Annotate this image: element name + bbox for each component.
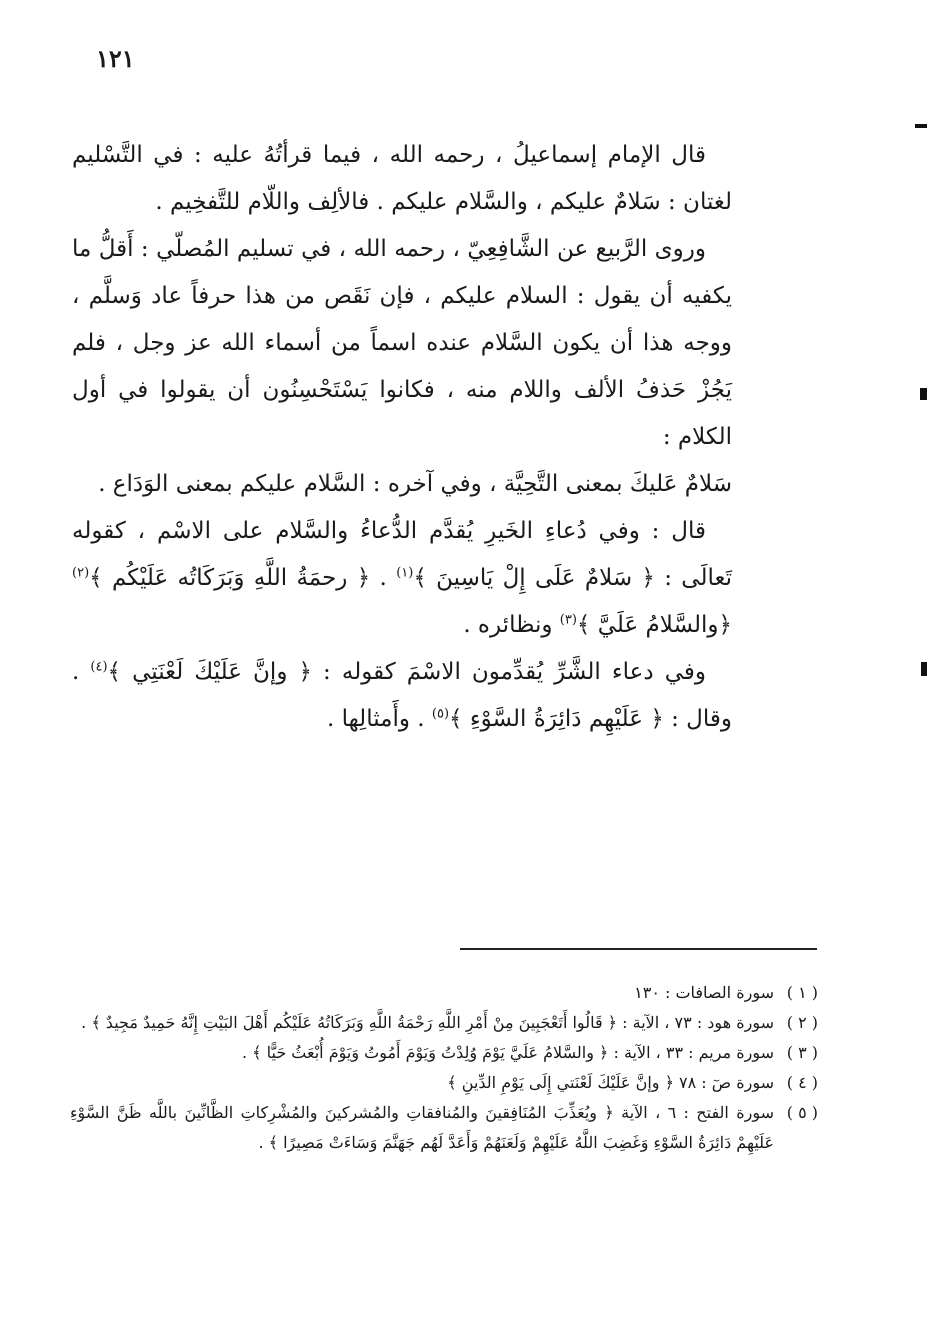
paragraph-dua-sharr-text-3: . وأَمثالِها . [326, 706, 432, 732]
footnote-text: سورة الصافات : ١٣٠ [634, 983, 774, 1002]
footnote-ref-2: (٢) [72, 565, 90, 581]
paragraph-dua-khayr-text-3: ﴿والسَّلامُ عَلَيَّ ﴾ [576, 612, 732, 638]
footnote-ref-5: (٥) [431, 706, 450, 722]
footnote-text: سورة هود : ٧٣ ، الآية : ﴿ قَالُوا أَتَعْجَبِينَ مِنْ أَمْرِ اللَّهِ رَحْمَةُ اللَّهِ وَبَرَكَاتُهُ عَلَيْكُم أَهْلَ البَيْتِ إِنَّهُ حَمِيدٌ مَجِيدٌ ﴾ . [81, 1013, 774, 1032]
footnote-ref-1: (١) [396, 565, 414, 581]
footnote-ref-3: (٣) [559, 612, 577, 628]
paragraph-dua-sharr [72, 649, 732, 743]
paragraph-dua-khayr-text-2: . ﴿ رحمَةُ اللَّهِ وَبَرَكَاتُه عَلَيْكُم ﴾ [89, 565, 397, 591]
footnote-number: ( ١ ) [786, 983, 818, 1002]
paragraph-dua-sharr-text-1: وفي دعاء الشَّرِّ يُقدِّمون الاسْمَ كقوله : ﴿ وإنَّ عَلَيْكَ لَعْنَتِي ﴾ [107, 659, 706, 685]
paragraph-greeting-farewell: سَلامٌ عَليكَ بمعنى التَّحِيَّة ، وفي آخره : السَّلام عليكم بمعنى الوَدَاع . [98, 471, 732, 497]
scan-edge-mark-top [915, 124, 927, 128]
page-number: ١٢١ [96, 44, 135, 73]
footnote-text: سورة صٓ : ٧٨ ﴿ وإنَّ عَلَيْكَ لَعْنَتي إِلَى يَوْمِ الدِّينِ ﴾ [447, 1073, 774, 1092]
footnote-ref-4: (٤) [90, 659, 108, 675]
footnote-text: سورة مريم : ٣٣ ، الآية : ﴿ والسَّلامُ عَلَيَّ يَوْمَ وُلِدْتُ وَيَوْمَ أَمُوتُ وَيَوْمَ أُبْعَثُ حَيًّا ﴾ . [241, 1043, 774, 1062]
footnote-number: ( ٣ ) [786, 1043, 818, 1062]
footnote-2 [70, 1008, 818, 1038]
footnote-number: ( ٥ ) [786, 1103, 818, 1122]
paragraph-rabee-shafii: وروى الرَّبيع عن الشَّافِعِيّ ، رحمه الله ، في تسليم المُصلّي : أَقلُّ ما يكفيه أن يقول : السلام عليكم ، فإن نَقَص من هذا حرفاً عاد وَسلَّم ، ووجه هذا أن يكون السَّلام عنده اسماً من أسماء الله عز وجل ، فلم يَجُزْ حَذفُ الألف واللام منه ، فكانوا يَسْتَحْسِنُون أن يقولوا في أول الكلام : [72, 236, 732, 450]
main-text [72, 132, 732, 743]
paragraph-dua-khayr [72, 508, 732, 649]
paragraph-dua-sharr-text-2: . وقال : ﴿ عَلَيْهِم دَائِرَةُ السَّوْءِ ﴾ [72, 659, 732, 732]
footnote-1 [70, 978, 818, 1008]
footnotes [70, 978, 818, 1158]
paragraph-dua-khayr-text-1: قال : وفي دُعاءِ الخَيرِ يُقدَّم الدُّعاءُ والسَّلام على الاسْم ، كقوله تَعالَى : ﴿ سَلامٌ عَلَى إِلْ يَاسِينَ ﴾ [72, 518, 732, 591]
footnote-number: ( ٤ ) [786, 1073, 818, 1092]
paragraph-tasleem-languages: قال الإمام إسماعيلُ ، رحمه الله ، فيما قرأتُهُ عليه : في التَّسْليم لغتان : سَلامٌ عليكم ، والسَّلام عليكم . فالألِف واللّام للتَّفخِيم . [72, 142, 732, 215]
footnote-separator [460, 948, 817, 950]
footnote-3 [70, 1038, 818, 1068]
footnote-text: سورة الفتح : ٦ ، الآية ﴿ ويُعَذِّبَ المُنَافِقينَ والمُنافقاتِ والمُشركينَ والمُشْرِكاتِ الظَّانِّينَ باللَّه ظَنَّ السَّوْءِ عَلَيْهِمْ دَائِرَةُ السَّوْءِ وَغَضِبَ اللَّهُ عَلَيْهِمْ وَلَعَنَهُمْ وَأَعَدَّ لَهُم جَهَنَّمَ وَسَاءَتْ مَصِيرًا ﴾ . [70, 1103, 774, 1152]
footnote-number: ( ٢ ) [786, 1013, 818, 1032]
paragraph-dua-khayr-text-4: ونظائره . [463, 612, 560, 638]
scan-edge-mark-middle [920, 388, 927, 400]
scan-edge-mark-lower [921, 662, 927, 676]
footnote-4 [70, 1068, 818, 1098]
footnote-5 [70, 1098, 818, 1158]
